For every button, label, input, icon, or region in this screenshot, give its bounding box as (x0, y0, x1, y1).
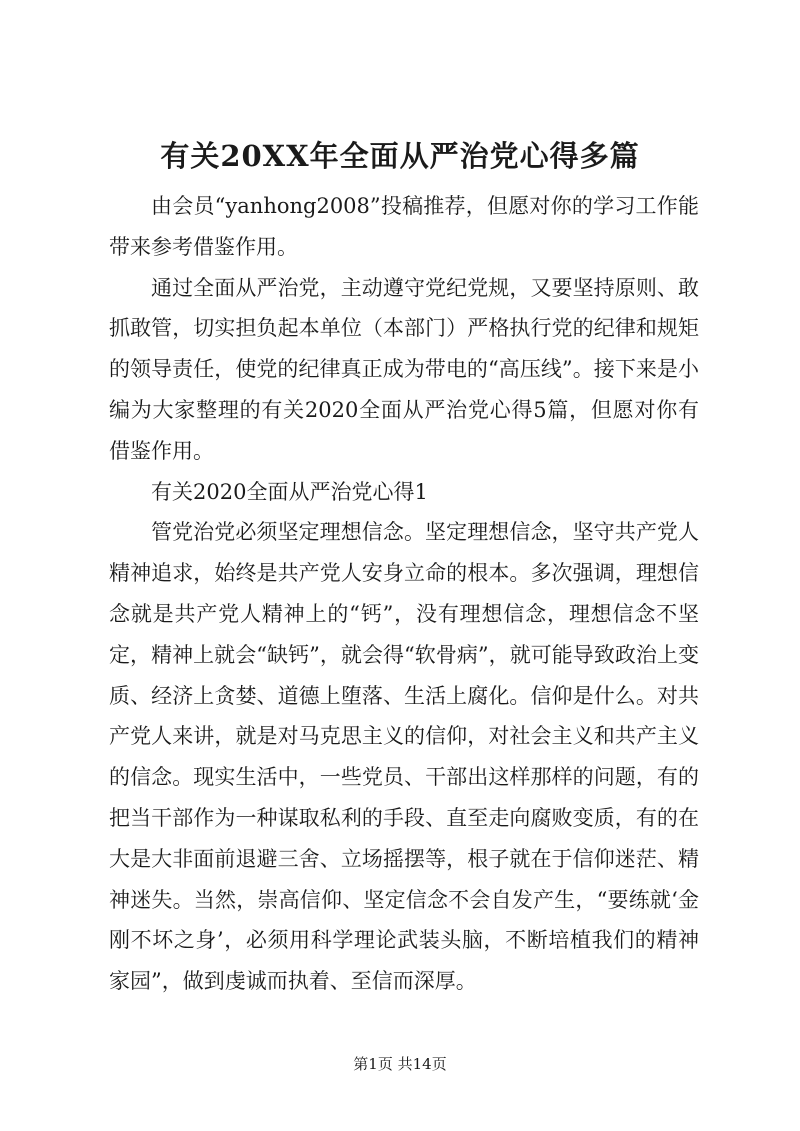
page-footer (0, 1054, 800, 1074)
paragraph-main: 管党治党必须坚定理想信念。坚定理想信念，坚守共产党人精神追求，始终是共产党人安身立命的根本。多次强调，理想信念就是共产党人精神上的“钙”，没有理想信念，理想信念不坚定，精神上就会“缺钙”，就会得“软骨病”，就可能导致政治上变质、经济上贪婪、道德上堕落、生活上腐化。信仰是什么。对共产党人来讲，就是对马克思主义的信仰，对社会主义和共产主义的信念。现实生活中，一些党员、干部出这样那样的问题，有的把当干部作为一种谋取私利的手段、直至走向腐败变质，有的在大是大非面前退避三舍、立场摇摆等，根子就在于信仰迷茫、精神迷失。当然，崇高信仰、坚定信念不会自发产生，“要练就‘金刚不坏之身’，必须用科学理论武装头脑，不断培植我们的精神家园”，做到虔诚而执着、至信而深厚。 (109, 520, 699, 994)
paragraph-summary: 通过全面从严治党，主动遵守党纪党规，又要坚持原则、敢抓敢管，切实担负起本单位（本部门）严格执行党的纪律和规矩的领导责任，使党的纪律真正成为带电的“高压线”。接下来是小编为大家整理的有关2020全面从严治党心得5篇，但愿对你有借鉴作用。 (109, 275, 699, 463)
document-body (109, 186, 699, 1002)
page-number: 第1页 共14页 (353, 1055, 447, 1073)
section-heading: 有关2020全面从严治党心得1 (151, 479, 428, 504)
document-title: 有关20XX年全面从严治党心得多篇 (160, 139, 640, 173)
paragraph-intro: 由会员“yanhong2008”投稿推荐，但愿对你的学习工作能带来参考借鉴作用。 (109, 194, 699, 259)
